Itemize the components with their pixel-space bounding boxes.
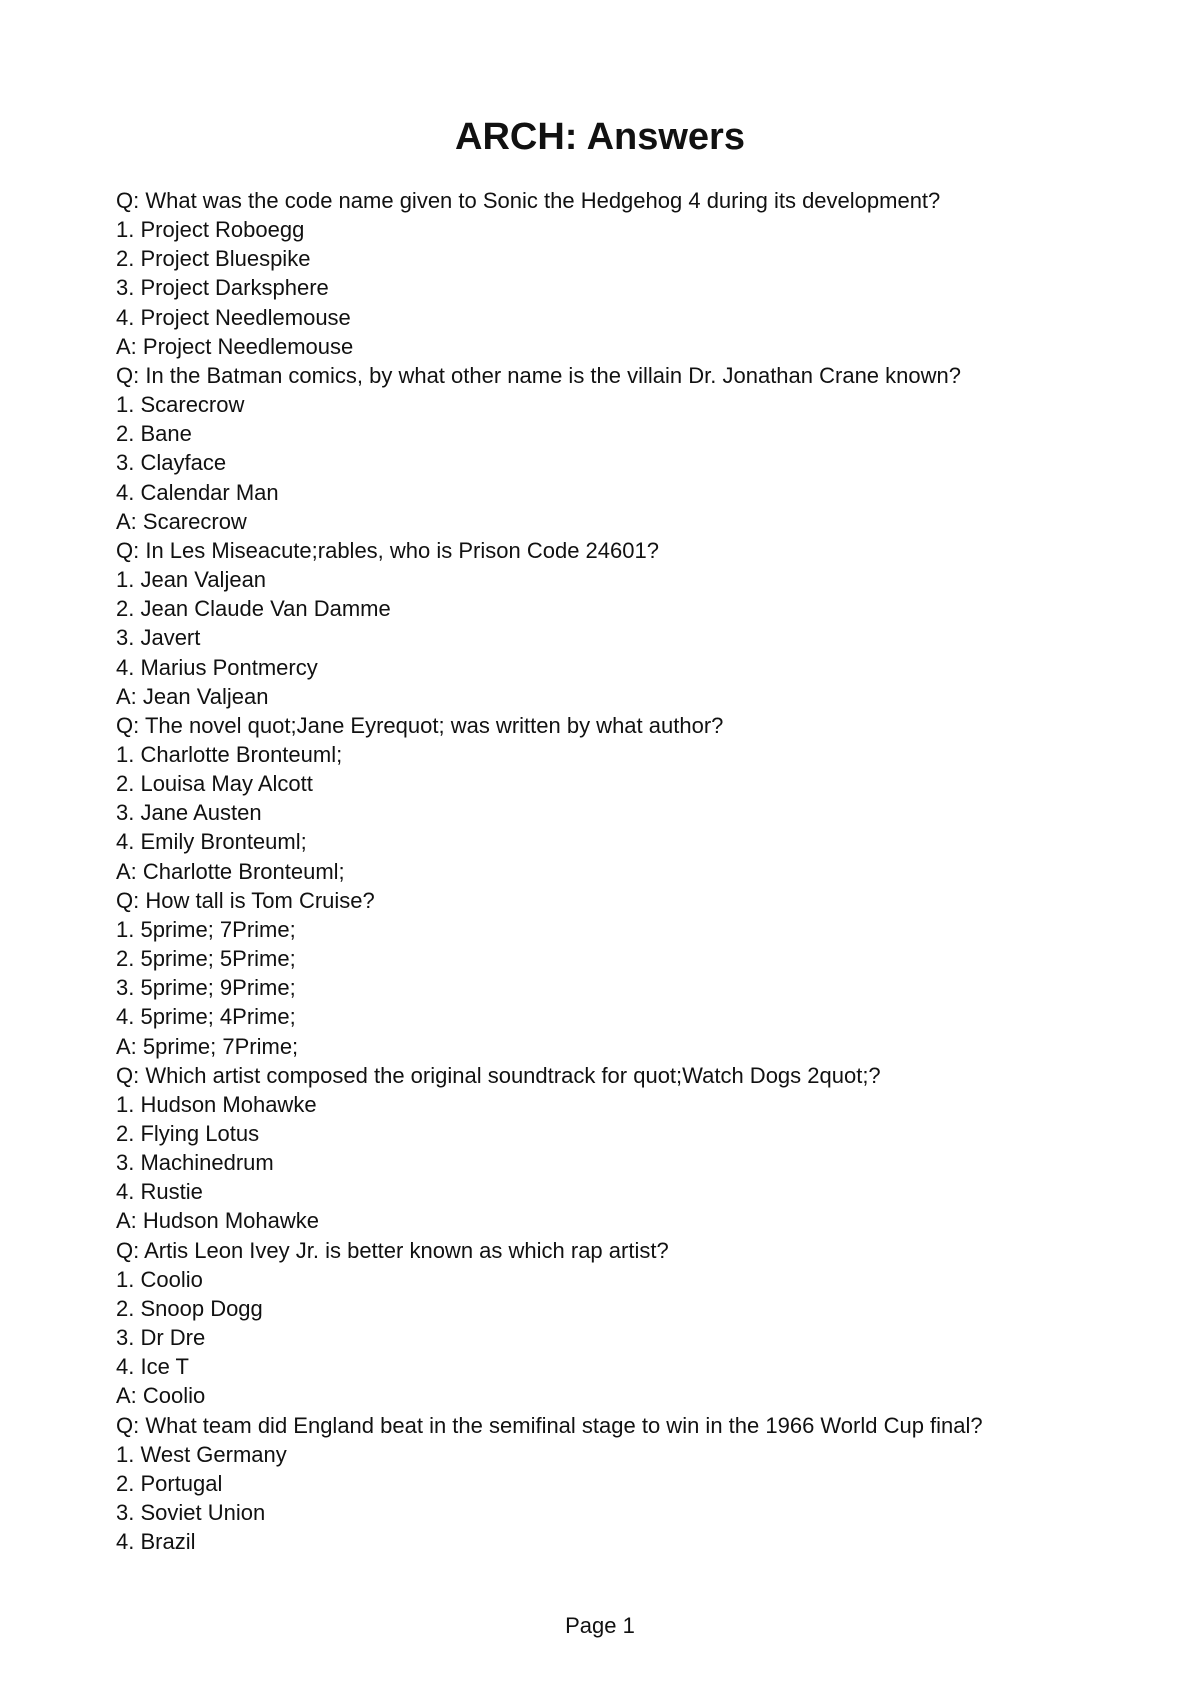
- answer-option: 4. Project Needlemouse: [116, 304, 351, 330]
- answer-option: 4. Marius Pontmercy: [116, 654, 318, 680]
- question-block: [116, 1236, 1116, 1411]
- question-text: Q: Which artist composed the original soundtrack for quot;Watch Dogs 2quot;?: [116, 1062, 881, 1088]
- answer-option: 2. 5prime; 5Prime;: [116, 946, 296, 972]
- page-number: Page 1: [565, 1613, 635, 1638]
- question-text: Q: The novel quot;Jane Eyrequot; was written by what author?: [116, 712, 724, 738]
- correct-answer: A: 5prime; 7Prime;: [116, 1033, 299, 1059]
- answer-option: 1. Coolio: [116, 1266, 203, 1292]
- answer-option: 1. Scarecrow: [116, 392, 245, 418]
- correct-answer: A: Hudson Mohawke: [116, 1208, 319, 1234]
- question-block: [116, 1061, 1116, 1236]
- answer-option: 4. Ice T: [116, 1354, 189, 1380]
- answer-option: 1. Jean Valjean: [116, 567, 267, 593]
- answer-option: 1. Project Roboegg: [116, 217, 305, 243]
- answer-option: 1. Hudson Mohawke: [116, 1091, 317, 1117]
- page-title: ARCH: Answers: [455, 116, 745, 158]
- answer-option: 3. Project Darksphere: [116, 275, 329, 301]
- question-block: [116, 361, 1116, 536]
- question-block: [116, 186, 1116, 361]
- question-text: Q: How tall is Tom Cruise?: [116, 887, 375, 913]
- question-list: [116, 186, 1116, 1556]
- correct-answer: A: Charlotte Bronteuml;: [116, 858, 345, 884]
- answer-option: 3. Javert: [116, 625, 201, 651]
- correct-answer: A: Coolio: [116, 1383, 206, 1409]
- answer-option: 3. Machinedrum: [116, 1150, 274, 1176]
- answer-option: 4. Rustie: [116, 1179, 203, 1205]
- question-block: [116, 536, 1116, 711]
- answer-option: 3. Jane Austen: [116, 800, 262, 826]
- correct-answer: A: Jean Valjean: [116, 683, 269, 709]
- question-block: [116, 886, 1116, 1061]
- answer-option: 4. Brazil: [116, 1529, 196, 1555]
- answer-option: 3. Dr Dre: [116, 1325, 206, 1351]
- correct-answer: A: Project Needlemouse: [116, 333, 354, 359]
- answer-option: 1. 5prime; 7Prime;: [116, 916, 296, 942]
- question-text: Q: In the Batman comics, by what other name is the villain Dr. Jonathan Crane known?: [116, 362, 961, 388]
- answer-option: 1. West Germany: [116, 1441, 287, 1467]
- answer-option: 4. Emily Bronteuml;: [116, 829, 307, 855]
- answer-option: 2. Louisa May Alcott: [116, 771, 313, 797]
- question-text: Q: Artis Leon Ivey Jr. is better known as which rap artist?: [116, 1237, 669, 1263]
- question-text: Q: What team did England beat in the semifinal stage to win in the 1966 World Cup final?: [116, 1412, 983, 1438]
- answer-option: 3. Soviet Union: [116, 1500, 266, 1526]
- answer-option: 3. 5prime; 9Prime;: [116, 975, 296, 1001]
- question-text: Q: What was the code name given to Sonic the Hedgehog 4 during its development?: [116, 188, 941, 213]
- answer-option: 2. Flying Lotus: [116, 1121, 260, 1146]
- answer-option: 1. Charlotte Bronteuml;: [116, 741, 343, 767]
- answer-option: 4. 5prime; 4Prime;: [116, 1004, 296, 1030]
- correct-answer: A: Scarecrow: [116, 508, 247, 534]
- question-text: Q: In Les Miseacute;rables, who is Prison Code 24601?: [116, 537, 659, 563]
- question-block: [116, 1411, 1116, 1557]
- question-block: [116, 711, 1116, 886]
- answer-option: 2. Portugal: [116, 1470, 223, 1496]
- answer-option: 4. Calendar Man: [116, 479, 279, 505]
- answer-option: 2. Snoop Dogg: [116, 1295, 263, 1321]
- answer-option: 2. Project Bluespike: [116, 246, 311, 272]
- answer-option: 3. Clayface: [116, 450, 227, 476]
- answer-option: 2. Bane: [116, 421, 192, 447]
- answer-option: 2. Jean Claude Van Damme: [116, 596, 391, 622]
